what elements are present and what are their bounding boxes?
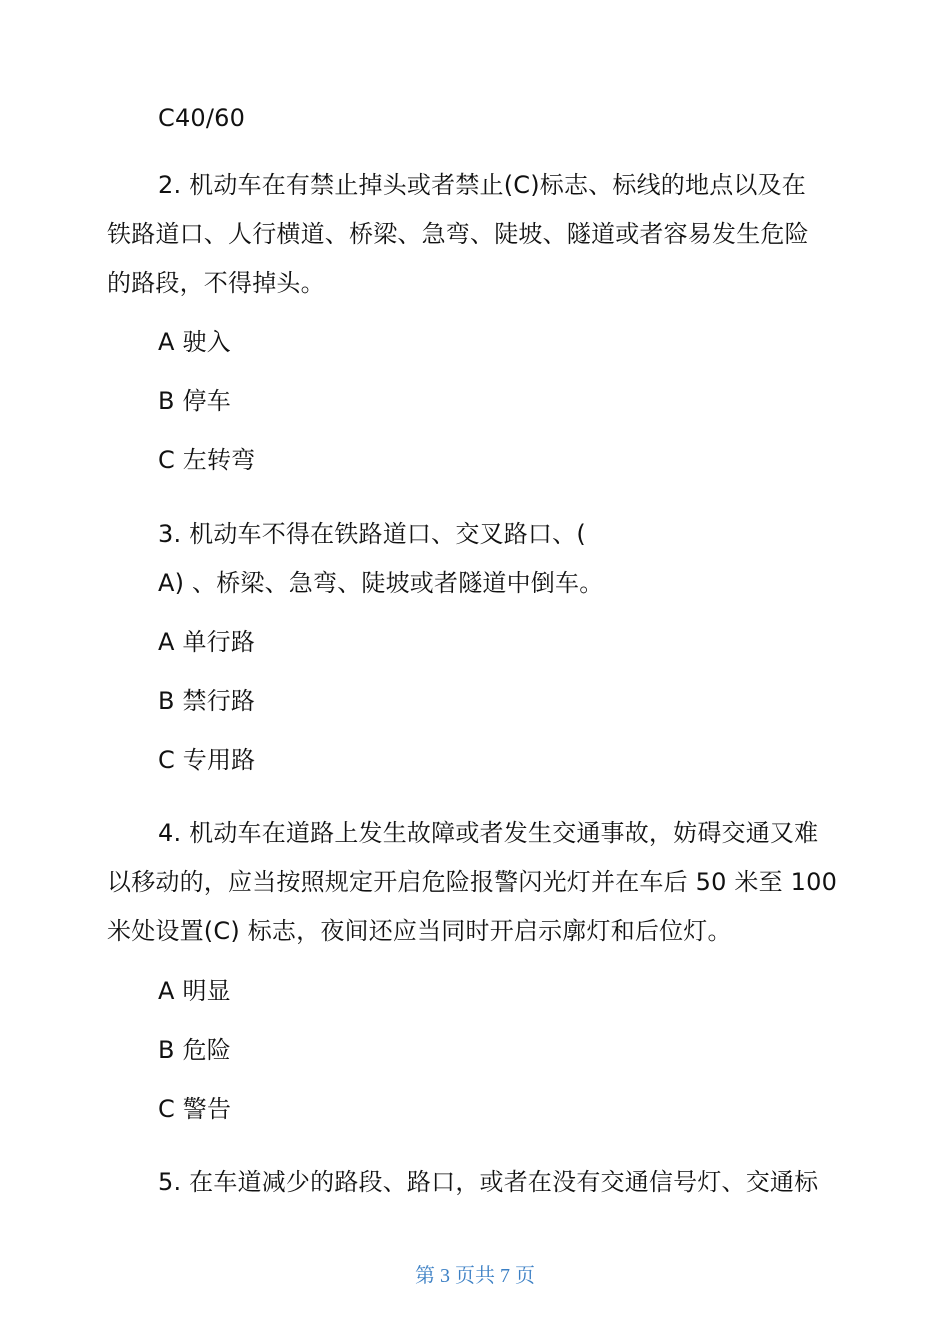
question-3-option-a: A 单行路: [158, 628, 256, 656]
question-2-line-2: 铁路道口、人行横道、桥梁、急弯、陡坡、隧道或者容易发生危险: [107, 220, 809, 248]
question-4-option-a: A 明显: [158, 977, 231, 1005]
question-4-option-b: B 危险: [158, 1036, 231, 1064]
question-3-line-1: 3. 机动车不得在铁路道口、交叉路口、(: [158, 520, 586, 548]
question-4-line-3: 米处设置(C) 标志，夜间还应当同时开启示廓灯和后位灯。: [107, 917, 732, 945]
question-4-line-2: 以移动的，应当按照规定开启危险报警闪光灯并在车后 50 米至 100: [107, 868, 838, 896]
question-4-option-c: C 警告: [158, 1095, 232, 1123]
question-2-option-c: C 左转弯: [158, 446, 256, 474]
page-number-footer: 第 3 页共 7 页: [415, 1265, 535, 1287]
question-4-line-1: 4. 机动车在道路上发生故障或者发生交通事故，妨碍交通又难: [158, 819, 819, 847]
question-3-option-b: B 禁行路: [158, 687, 256, 715]
question-3-option-c: C 专用路: [158, 746, 256, 774]
question-5-line-1: 5. 在车道减少的路段、路口，或者在没有交通信号灯、交通标: [158, 1168, 819, 1196]
question-2-option-b: B 停车: [158, 387, 231, 415]
text-line-c40-60: C40/60: [158, 104, 246, 132]
question-2-line-3: 的路段，不得掉头。: [107, 269, 325, 297]
question-2-option-a: A 驶入: [158, 328, 231, 356]
question-3-line-2: A) 、桥梁、急弯、陡坡或者隧道中倒车。: [158, 569, 604, 597]
question-2-line-1: 2. 机动车在有禁止掉头或者禁止(C)标志、标线的地点以及在: [158, 171, 807, 199]
